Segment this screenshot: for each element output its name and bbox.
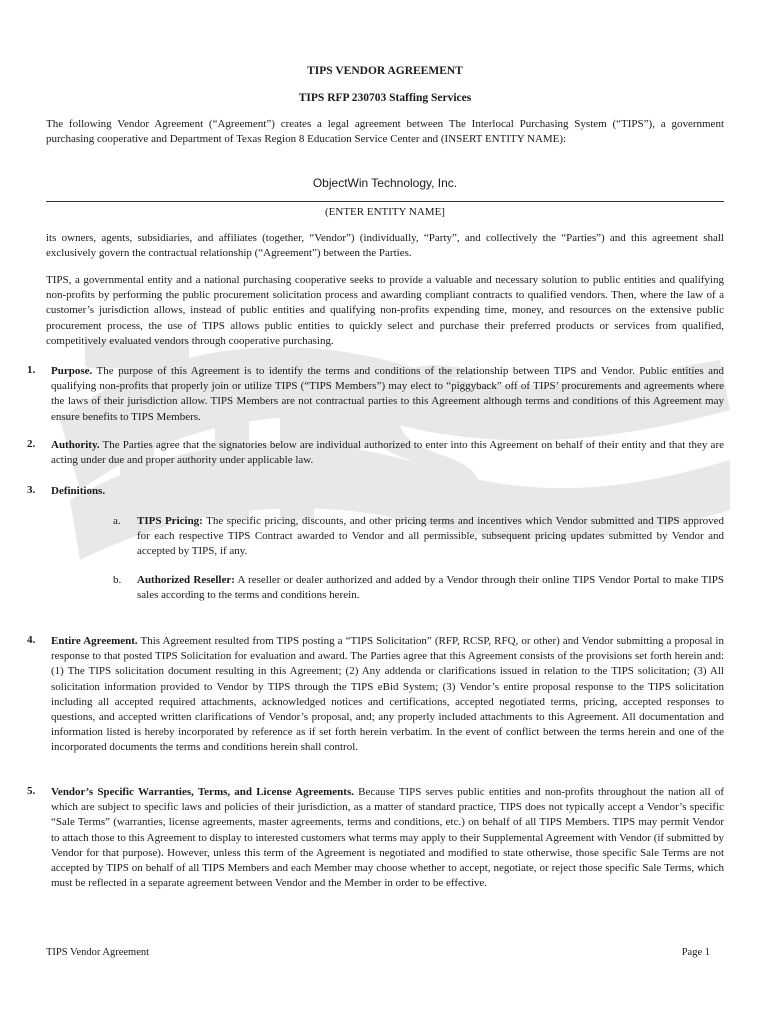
section-2 <box>51 438 724 468</box>
section-2-heading: Authority. <box>51 439 100 451</box>
section-5-heading: Vendor’s Specific Warranties, Terms, and License Agreements. <box>51 786 354 798</box>
definition-a-term: TIPS Pricing: <box>137 515 203 527</box>
section-1-text: The purpose of this Agreement is to identify the terms and conditions of the relationship between TIPS and Vendor. Public entities and qualifying non-profits that properly join or utilize TIPS (“TIPS Members”) may elect to “piggyback” off of TIPS’ procurements and agreements where the laws of their jurisdiction allow. TIPS Members are not contractual parties to this Agreement although terms and conditions of this Agreement may ensure benefits to TIPS Members. <box>51 365 724 423</box>
section-4-text: This Agreement resulted from TIPS posting a “TIPS Solicitation” (RFP, RCSP, RFQ, or other) and Vendor submitting a proposal in response to that posted TIPS Solicitation for evaluation and award. The Parties agree that this Agreement consists of the provisions set forth herein and: (1) The TIPS solicitation document resulting in this Agreement; (2) Any addenda or clarifications issued in relation to the TIPS solicitation; (3) All solicitation information provided to Vendor by TIPS through the TIPS eBid System; (3) Vendor’s entire proposal response to the TIPS solicitation including all accepted required attachments, acknowledged notices and certifications, accepted negotiated terms, pricing, accepted responses to questions, and accepted written clarifications of Vendor’s proposal, and; any properly included attachments to this Agreement. All documentation and information listed is hereby incorporated by reference as if set forth herein verbatim. In the event of conflict between the terms herein and one of the incorporated documents the terms and conditions herein shall control. <box>51 635 724 754</box>
definition-a <box>137 514 724 560</box>
intro-paragraph: The following Vendor Agreement (“Agreement”) creates a legal agreement between The Interlocal Purchasing System (“TIPS”), a government purchasing cooperative and Department of Texas Region 8 Education Service Center and (INSERT ENTITY NAME): <box>46 118 724 146</box>
footer-page-number: Page 1 <box>681 947 710 958</box>
entity-name-value: ObjectWin Technology, Inc. <box>312 176 458 190</box>
entity-name-line <box>46 201 724 202</box>
definition-b <box>137 573 724 603</box>
section-5 <box>51 785 724 891</box>
definition-b-term: Authorized Reseller: <box>137 574 235 586</box>
document-subtitle: TIPS RFP 230703 Staffing Services <box>298 92 472 104</box>
definition-a-text: The specific pricing, discounts, and other pricing terms and incentives which Vendor submitted and TIPS approved for each respective TIPS Contract awarded to Vendor and all permissible, subsequent pricing updates submitted by Vendor and accepted by TIPS, if any. <box>137 515 724 558</box>
section-4-number: 4. <box>27 634 36 646</box>
definition-a-label: a. <box>113 515 121 527</box>
section-3-number: 3. <box>27 484 36 496</box>
definition-b-label: b. <box>113 574 122 586</box>
section-4 <box>51 634 724 756</box>
section-5-text: Because TIPS serves public entities and non-profits throughout the nation all of which are subject to specific laws and policies of their jurisdiction, as a matter of standard practice, TIPS does not typically accept a Vendor’s specific “Sale Terms” (warranties, license agreements, master agreements, terms and conditions, etc.) on behalf of all TIPS Members. TIPS may permit Vendor to attach those to this Agreement to display to interested customers what terms may apply to their Supplemental Agreement with Vendor (if submitted by Vendor for that purpose). However, unless this term of the Agreement is negotiated and modified to state otherwise, those specific Sale Terms are not accepted by TIPS on behalf of all TIPS Members and each Member may choose whether to accept, negotiate, or reject those specific Sale Terms, which must be reflected in a separate agreement between Vendor and the Member in order to be effective. <box>51 786 724 890</box>
section-4-heading: Entire Agreement. <box>51 635 138 647</box>
footer-document-name: TIPS Vendor Agreement <box>46 947 150 958</box>
section-1 <box>51 364 724 425</box>
section-3 <box>51 484 724 499</box>
definition-b-text: A reseller or dealer authorized and added by a Vendor through their online TIPS Vendor Portal to make TIPS sales according to the terms and conditions herein. <box>137 574 724 602</box>
section-1-heading: Purpose. <box>51 365 93 377</box>
owners-paragraph: its owners, agents, subsidiaries, and affiliates (together, “Vendor”) (individually, “Party”, and collectively the “Parties”) and this agreement shall exclusively govern the contractual relationship (“Agreement”) between the Parties. <box>46 232 724 260</box>
section-3-heading: Definitions. <box>51 485 106 497</box>
section-2-number: 2. <box>27 438 36 450</box>
section-1-number: 1. <box>27 364 36 376</box>
entity-name-label: (ENTER ENTITY NAME] <box>325 206 445 218</box>
section-2-text: The Parties agree that the signatories below are individual authorized to enter into this Agreement on behalf of their entity and that they are acting under due and proper authority under applicable law. <box>51 439 724 467</box>
tips-overview-paragraph: TIPS, a governmental entity and a national purchasing cooperative seeks to provide a valuable and necessary solution to public entities and qualifying non-profits by performing the public procurement solicitation process and awarding compliant contracts to qualified vendors. Then, where the law of a customer’s jurisdiction allows, instead of public entities and qualifying non-profits expending time, money, and resources on the extensive public procurement process, the use of TIPS allows public entities to quickly select and purchase their preferred products or services from qualified, competitively evaluated vendors through cooperative purchasing. <box>46 274 724 347</box>
document-title: TIPS VENDOR AGREEMENT <box>307 65 463 77</box>
section-5-number: 5. <box>27 785 36 797</box>
